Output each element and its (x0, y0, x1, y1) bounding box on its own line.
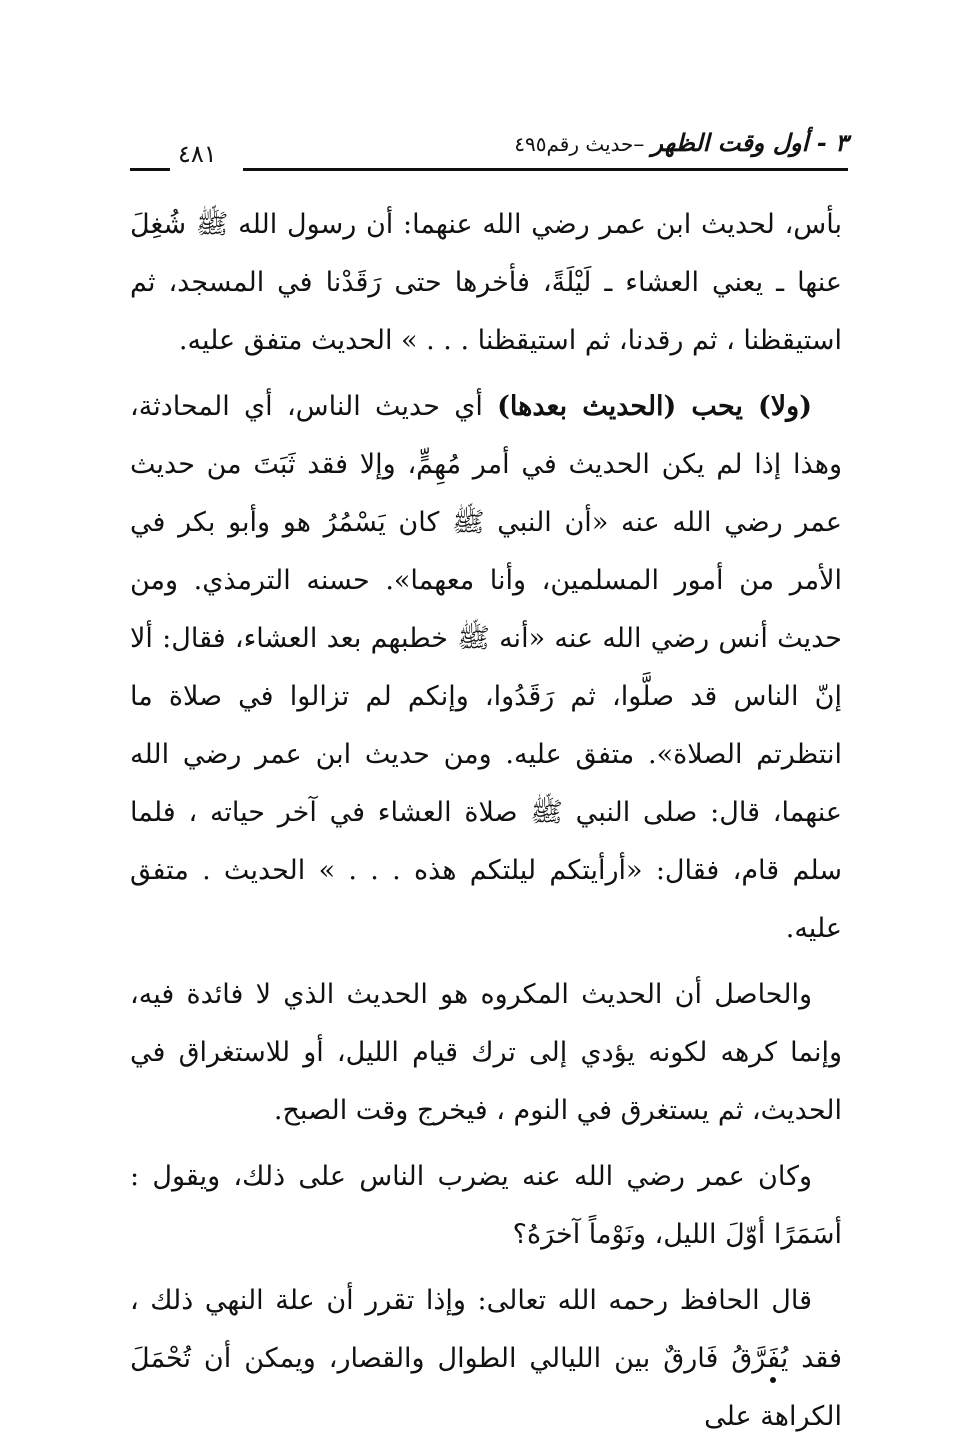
header-separator: – (633, 132, 652, 157)
page-body (130, 196, 842, 1454)
page-number-rule (130, 168, 170, 171)
page-number: ٤٨١ (178, 140, 217, 168)
header-text (514, 128, 848, 157)
paragraph: والحاصل أن الحديث المكروه هو الحديث الذي لا فائدة فيه، وإنما كرهه لكونه يؤدي إلى ترك قيام الليل، أو للاستغراق في الحديث، ثم يستغرق في النوم ، فيخرج وقت الصبح. (130, 979, 842, 1126)
matn-quote: (ولا) يحب (الحديث بعدها) (497, 391, 812, 422)
paragraph: وكان عمر رضي الله عنه يضرب الناس على ذلك، ويقول : أسَمَرًا أوّلَ الليل، ونَوْماً آخرَهُ؟ (130, 1161, 842, 1250)
header-rule (243, 168, 848, 171)
paragraph: قال الحافظ رحمه الله تعالى: وإذا تقرر أن علة النهي ذلك ، فقد يُفَرَّقُ فَارقٌ بين الليالي الطوال والقصار، ويمكن أن تُحْمَلَ الكراهة على (130, 1285, 842, 1432)
paragraph-text: أي حديث الناس، أي المحادثة، وهذا إذا لم يكن الحديث في أمر مُهِمٍّ، وإلا فقد ثَبَتَ من حديث عمر رضي الله عنه «أن النبي ﷺ كان يَسْمُرُ هو وأبو بكر في الأمر من أمور المسلمين، وأنا معهما». حسنه الترمذي. ومن حديث أنس رضي الله عنه «أنه ﷺ خطبهم بعد العشاء، فقال: ألا إنّ الناس قد صلَّوا، ثم رَقَدُوا، وإنكم لم تزالوا في صلاة ما انتظرتم الصلاة». متفق عليه. ومن حديث ابن عمر رضي الله عنهما، قال: صلى النبي ﷺ صلاة العشاء في آخر حياته ، فلما سلم قام، فقال: «أرأيتكم ليلتكم هذه . . . » الحديث . متفق عليه. (130, 391, 842, 944)
running-header (130, 118, 848, 174)
page-mark (770, 1377, 776, 1383)
paragraph (130, 378, 842, 958)
chapter-title: ٣ - أول وقت الظهر (651, 128, 848, 157)
hadith-reference: حديث رقم٤٩٥ (514, 132, 634, 156)
paragraph: بأس، لحديث ابن عمر رضي الله عنهما: أن رسول الله ﷺ شُغِلَ عنها ـ يعني العشاء ـ لَيْلَةً، فأخرها حتى رَقَدْنا في المسجد، ثم استيقظنا ، ثم رقدنا، ثم استيقظنا . . . » الحديث متفق عليه. (130, 209, 842, 356)
